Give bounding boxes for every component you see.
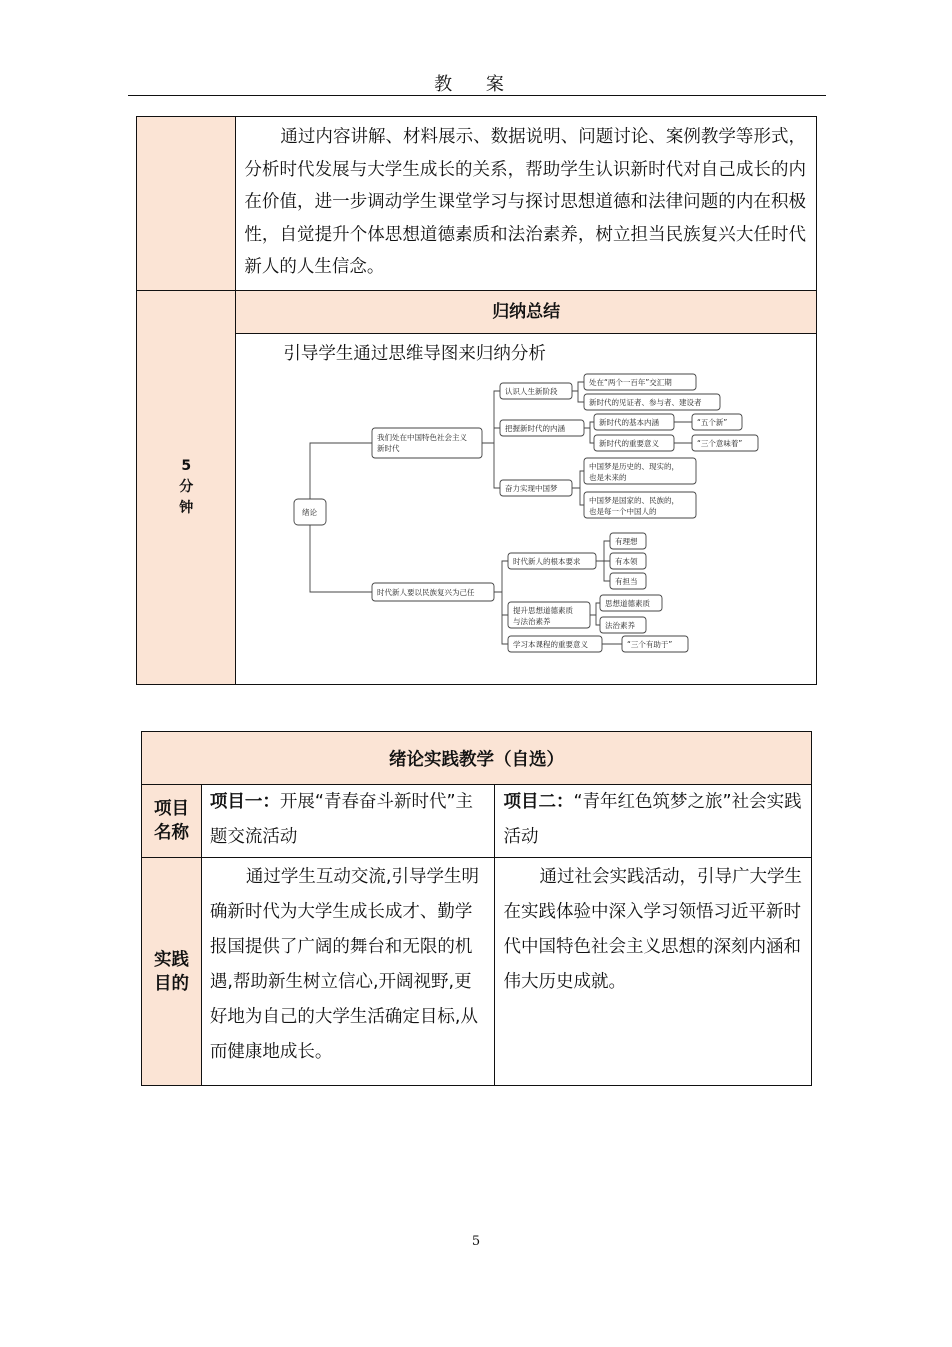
mm-b1-sub1: 认识人生新阶段 <box>505 386 558 396</box>
mm-b1-sub2-leaf1-note: “五个新” <box>697 417 728 427</box>
practice-title: 绪论实践教学（自选） <box>142 732 812 785</box>
summary-title: 归纳总结 <box>236 290 817 333</box>
connector-b1s1-leaves <box>572 382 584 402</box>
mindmap-cell <box>236 333 817 684</box>
objective-row <box>137 117 817 291</box>
connector-b1s2-notes <box>674 422 692 443</box>
mm-b2-sub1-leaf3: 有担当 <box>615 576 638 586</box>
connector-b2-subs <box>494 561 508 644</box>
page-header-title: 教 案 <box>434 74 518 95</box>
project-name-row <box>142 785 812 858</box>
objective-paragraph: 通过内容讲解、材料展示、数据说明、问题讨论、案例教学等形式，分析时代发展与大学生成长的关系，帮助学生认识新时代对自己成长的内在价值，进一步调动学生课堂学习与探讨思想道德和法律问题的内在积极性，自觉提升个体思想道德素质和法治素养，树立担当民族复兴大任时代新人的人生信念。 <box>244 127 806 277</box>
practice-purpose-label-line2: 目的 <box>153 973 189 994</box>
mm-b2-sub1-leaf1: 有理想 <box>615 536 638 546</box>
project1-prefix: 项目一： <box>209 792 280 812</box>
objective-cell <box>236 117 817 291</box>
practice-purpose-label-line1: 实践 <box>153 949 189 970</box>
objective-side-cell <box>137 117 236 291</box>
project1-cell <box>201 785 495 858</box>
mm-b1-sub2-leaf2-note: “三个意味着” <box>697 438 743 448</box>
page-number: 5 <box>471 1234 481 1249</box>
mind-map-diagram <box>282 370 762 666</box>
mm-b1-sub2-leaf1: 新时代的基本内涵 <box>599 417 660 427</box>
mm-b1-sub2-leaf2: 新时代的重要意义 <box>599 438 660 448</box>
guide-text: 引导学生通过思维导图来归纳分析 <box>283 343 546 364</box>
mm-b2-sub2-line2: 与法治素养 <box>513 616 551 626</box>
connector-b2s1-leaves <box>596 541 610 581</box>
mm-b2-sub1: 时代新人的根本要求 <box>513 556 581 566</box>
project2-prefix: 项目二： <box>503 792 574 812</box>
project2-text: “青年红色筑梦之旅”社会实践活动 <box>503 792 802 847</box>
mm-b1-sub3: 奋力实现中国梦 <box>505 483 558 493</box>
project2-cell <box>495 785 812 858</box>
mm-b2-sub2-leaf2: 法治素养 <box>605 620 636 630</box>
mm-b1-sub3-leaf2-line2: 也是每一个中国人的 <box>589 506 657 516</box>
connector-b2s2-leaves <box>590 603 600 625</box>
header-rule <box>128 95 826 96</box>
mm-b2-sub1-leaf2: 有本领 <box>615 556 638 566</box>
mm-b1-sub3-leaf1-line2: 也是未来的 <box>589 472 627 482</box>
mm-root: 绪论 <box>302 507 318 517</box>
purpose2-cell <box>495 858 812 1086</box>
mm-b2-sub2-leaf1: 思想道德素质 <box>605 598 651 608</box>
lesson-table <box>136 116 817 685</box>
practice-title-row <box>142 732 812 785</box>
project-name-label-line1: 项目 <box>153 799 189 819</box>
practice-purpose-row <box>142 858 812 1086</box>
mm-b1-sub2: 把握新时代的内涵 <box>505 423 566 433</box>
purpose1-cell <box>201 858 495 1086</box>
mm-b2-sub3: 学习本课程的重要意义 <box>513 639 589 649</box>
mm-branch1: 我们处在中国特色社会主义 <box>377 432 468 442</box>
mm-b2-sub3-leaf: “三个有助于” <box>627 639 673 649</box>
mm-b1-sub3-leaf2: 中国梦是国家的、民族的， <box>589 495 680 505</box>
mm-branch2: 时代新人要以民族复兴为己任 <box>377 587 475 597</box>
mindmap-row <box>137 333 817 684</box>
time-unit-2: 钟 <box>179 499 194 516</box>
summary-title-row <box>137 290 817 333</box>
mm-b2-sub2: 提升思想道德素质 <box>513 605 574 615</box>
connector-b1s2-leaves <box>584 422 594 443</box>
time-cell <box>137 290 236 684</box>
mm-b1-sub1-leaf1: 处在“两个一百年”交汇期 <box>589 377 673 387</box>
purpose1-text: 通过学生互动交流,引导学生明确新时代为大学生成长成才、勤学报国提供了广阔的舞台和无限的机遇,帮助新生树立信心,开阔视野,更好地为自己的大学生活确定目标,从而健康地成长。 <box>209 867 479 1062</box>
project-name-label-line2: 名称 <box>153 823 189 843</box>
practice-purpose-label <box>142 858 202 1086</box>
practice-table <box>141 731 812 1086</box>
connector-b1s3-leaves <box>572 471 584 505</box>
mm-b1-sub1-leaf2: 新时代的见证者、参与者、建设者 <box>589 397 702 407</box>
time-number: 5 <box>181 457 192 474</box>
mm-branch1-line2: 新时代 <box>377 443 400 453</box>
mm-b1-sub3-leaf1: 中国梦是历史的、现实的， <box>589 461 680 471</box>
project-name-label <box>142 785 202 858</box>
project1-text: 开展“青春奋斗新时代”主题交流活动 <box>209 792 474 847</box>
connector-b1-subs <box>482 391 500 488</box>
purpose2-text: 通过社会实践活动，引导广大学生在实践体验中深入学习领悟习近平新时代中国特色社会主义思想的深刻内涵和伟大历史成就。 <box>503 867 802 992</box>
time-unit-1: 分 <box>179 478 194 495</box>
